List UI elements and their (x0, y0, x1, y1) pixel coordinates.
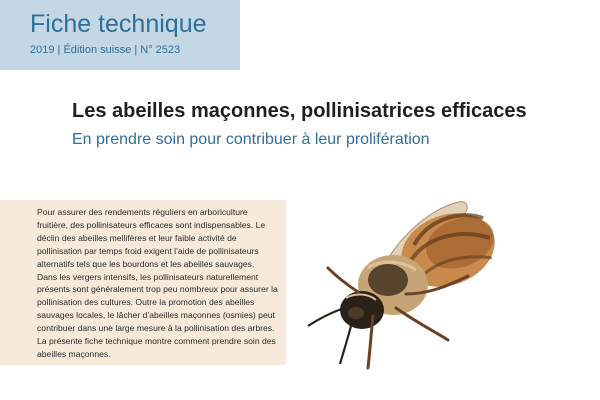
page-title: Les abeilles maçonnes, pollinisatrices efficaces (72, 100, 527, 122)
intro-paragraph-2: Dans les vergers intensifs, les pollinisateurs naturellement présents sont généralement trop peu nombreux pour assurer la pollinisation des cultures. Outre la promotion des abeilles sauvages locales, le lâcher d’abeilles maçonnes (osmies) peut contribuer dans une large mesure à la pollinisation des arbres. La présente fiche technique montre comment prendre soin des abeilles maçonnes. (37, 271, 278, 359)
intro-text (37, 206, 280, 361)
mason-bee-illustration (298, 190, 518, 380)
edition-info: 2019 | Édition suisse | N° 2523 (30, 44, 181, 56)
intro-paragraph-1: Pour assurer des rendements réguliers en arboriculture fruitière, des pollinisateurs efficaces sont indispensables. Le déclin des abeilles mellifères et leur faible activité de pollinisation par temps froid exigent l’aide de pollinisateurs alternatifs tels que les bourdons et les abeilles sauvages. (37, 207, 266, 269)
document-type-title: Fiche technique (30, 10, 207, 38)
page-subtitle: En prendre soin pour contribuer à leur prolifération (72, 131, 430, 148)
bee-head (340, 291, 384, 329)
